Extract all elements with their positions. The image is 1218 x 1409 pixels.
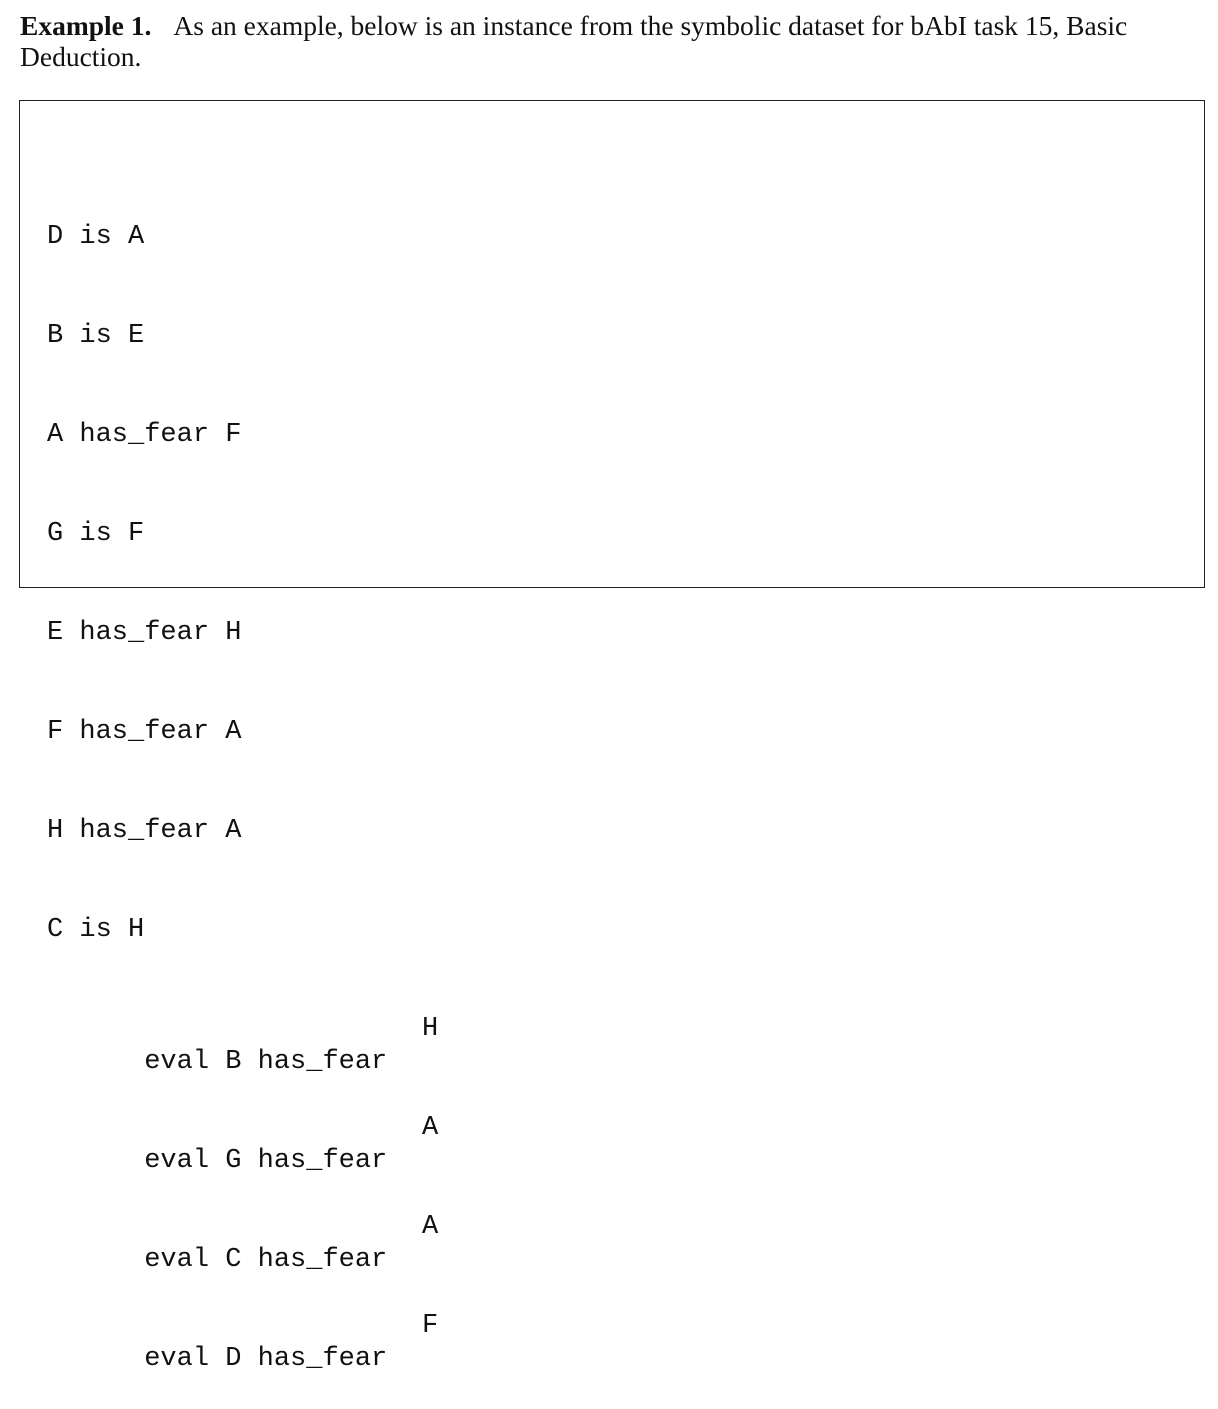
fact-line: E has_fear H — [47, 618, 242, 648]
eval-line — [47, 1310, 439, 1374]
example-paragraph — [20, 10, 1210, 72]
eval-answer: F — [422, 1311, 439, 1341]
example-box — [19, 100, 1205, 1374]
eval-answer: A — [422, 1212, 439, 1242]
eval-line — [47, 1112, 439, 1176]
eval-query: eval B has_fear — [144, 1047, 388, 1077]
fact-line: C is H — [47, 915, 145, 945]
example-text: As an example, below is an instance from the symbolic dataset for bAbI task 15, Basic Deduction. — [20, 10, 1128, 72]
example-label: Example 1. — [20, 10, 152, 41]
eval-query: eval G has_fear — [144, 1146, 388, 1176]
eval-answer: A — [422, 1113, 439, 1143]
eval-line — [47, 1013, 439, 1077]
code-block — [47, 155, 439, 1409]
fact-line: H has_fear A — [47, 816, 242, 846]
fact-line: G is F — [47, 519, 145, 549]
eval-answer: H — [422, 1014, 439, 1044]
eval-query: eval C has_fear — [144, 1245, 388, 1275]
fact-line: D is A — [47, 222, 145, 252]
fact-line: F has_fear A — [47, 717, 242, 747]
eval-line — [47, 1211, 439, 1275]
fact-line: A has_fear F — [47, 420, 242, 450]
fact-line: B is E — [47, 321, 145, 351]
eval-query: eval D has_fear — [144, 1344, 388, 1374]
